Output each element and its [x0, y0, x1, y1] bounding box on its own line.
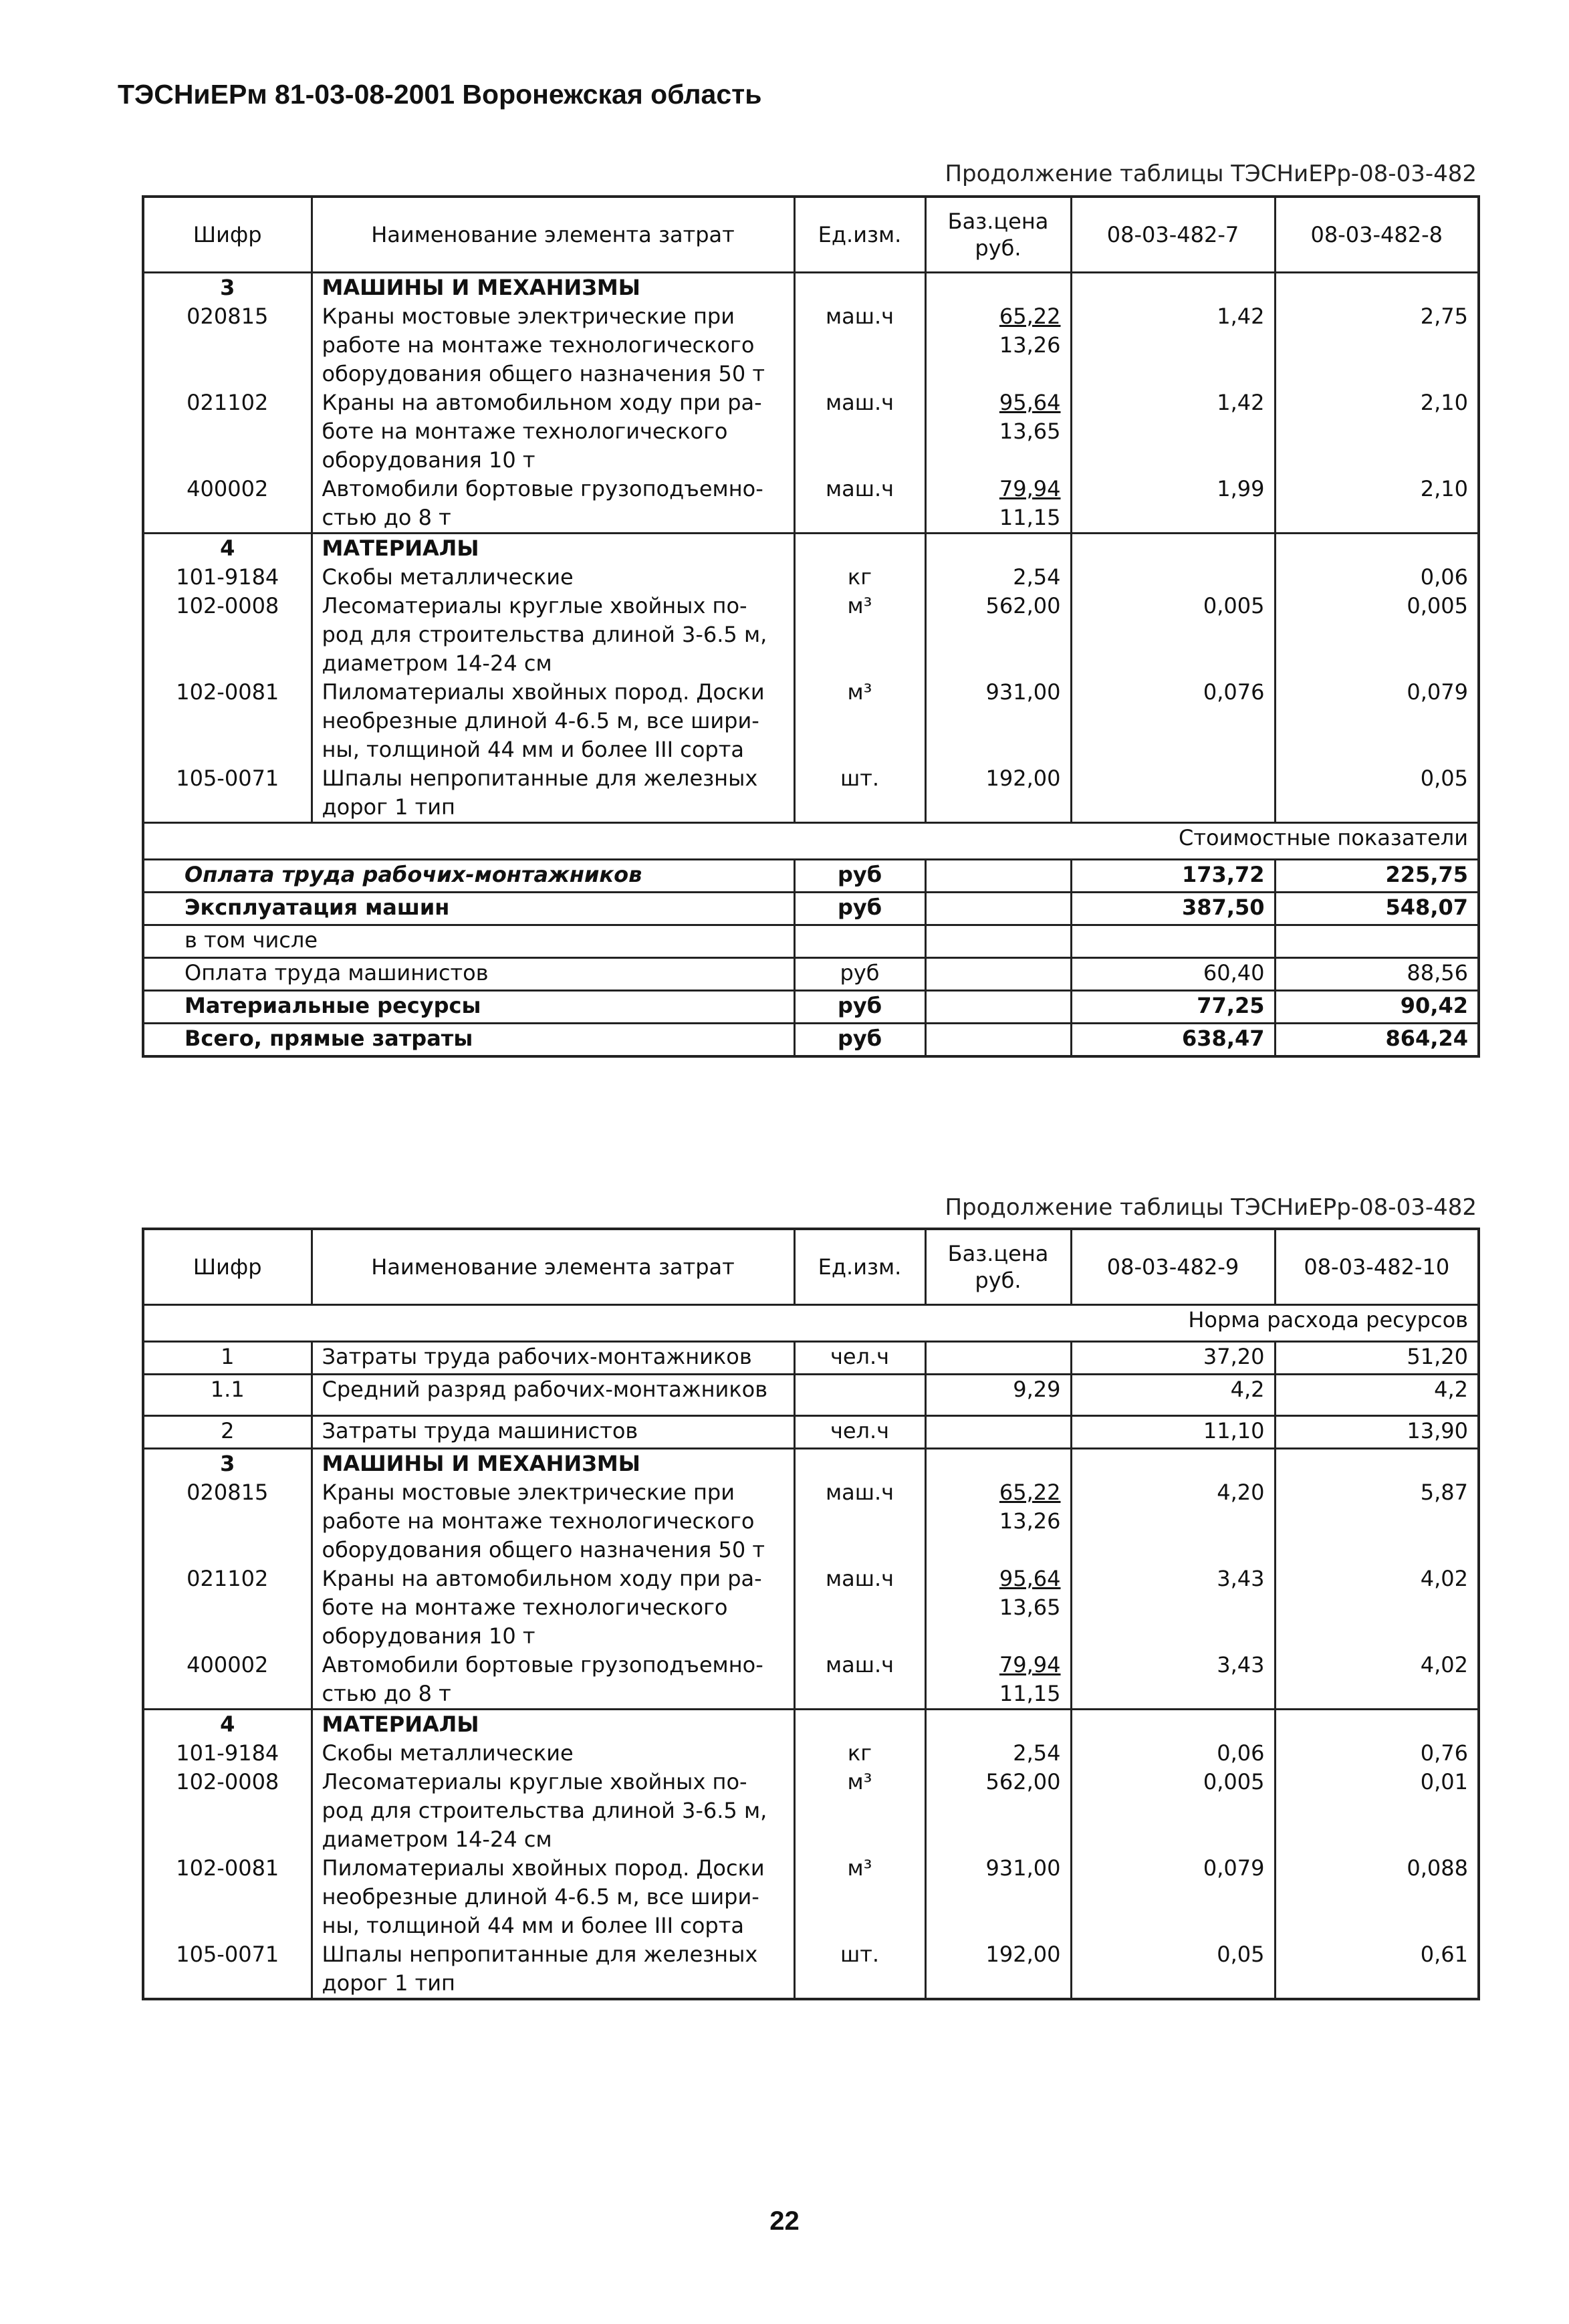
row-value-1: 3,43 — [1071, 1651, 1275, 1710]
table1-caption: Продолжение таблицы ТЭСНиЕРр-08-03-482 — [945, 160, 1477, 187]
row-unit: шт. — [794, 764, 925, 823]
row-value-2: 0,05 — [1275, 764, 1479, 823]
table-row — [143, 1651, 1479, 1710]
table-row — [143, 563, 1479, 592]
cost-name: Оплата труда рабочих-монтажников — [143, 860, 794, 893]
table-row — [143, 678, 1479, 764]
cost-value-1: 387,50 — [1071, 893, 1275, 925]
row-value-1: 1,99 — [1071, 475, 1275, 534]
price-wage: 13,26 — [999, 1508, 1061, 1534]
row-value-1: 1,42 — [1071, 388, 1275, 475]
cost-unit: руб — [794, 860, 925, 893]
col-header-unit: Ед.изм. — [794, 197, 925, 273]
cost-value-1: 173,72 — [1071, 860, 1275, 893]
row-value-1 — [1071, 764, 1275, 823]
row-name: Скобы металлические — [312, 563, 794, 592]
row-code: 020815 — [187, 304, 269, 329]
cost-value-2: 225,75 — [1275, 860, 1479, 893]
cost-unit: руб — [794, 1024, 925, 1057]
row-name: Скобы металлические — [312, 1739, 794, 1768]
col-header-name: Наименование элемента затрат — [312, 1229, 794, 1305]
row-code: 105-0071 — [176, 1942, 279, 1967]
row-code: 101-9184 — [176, 564, 279, 590]
price-main: 95,64 — [999, 390, 1061, 415]
row-code: 400002 — [143, 1651, 312, 1710]
row-value-2: 2,10 — [1275, 388, 1479, 475]
row-value-1: 3,43 — [1071, 1564, 1275, 1651]
cost-row — [143, 925, 1479, 958]
price-wage: 13,26 — [999, 332, 1061, 358]
row-price: 931,00 — [925, 1854, 1071, 1940]
row-code: 102-0081 — [176, 1855, 279, 1881]
row-unit: маш.ч — [794, 1478, 925, 1564]
row-price — [925, 302, 1071, 388]
section-code: 3 — [220, 1451, 235, 1476]
cost-row — [143, 893, 1479, 925]
section-title: МАШИНЫ И МЕХАНИЗМЫ — [312, 1449, 794, 1479]
row-code: 101-9184 — [176, 1740, 279, 1766]
page-number: 22 — [769, 2206, 800, 2236]
row-price — [925, 1416, 1071, 1449]
row-name: Краны на автомобильном ходу при ра-боте на монтаже технологического оборудования 10 т — [312, 1564, 794, 1651]
col-header-norm-10: 08-03-482-10 — [1275, 1229, 1479, 1305]
row-unit: м³ — [794, 592, 925, 678]
row-value-1 — [1071, 563, 1275, 592]
table2 — [142, 1228, 1480, 2000]
row-value-2: 51,20 — [1275, 1342, 1479, 1375]
col-header-price: Баз.цена руб. — [925, 1229, 1071, 1305]
cost-name: Эксплуатация машин — [143, 893, 794, 925]
row-price — [925, 1564, 1071, 1651]
price-wage: 11,15 — [999, 1681, 1061, 1706]
row-value-1: 0,06 — [1071, 1739, 1275, 1768]
row-name: Краны мостовые электрические при работе на монтаже технологического оборудования общего назначения 50 т — [312, 302, 794, 388]
cost-value-1: 77,25 — [1071, 991, 1275, 1024]
row-value-1: 0,076 — [1071, 678, 1275, 764]
row-value-2: 0,005 — [1275, 592, 1479, 678]
row-price — [925, 1478, 1071, 1564]
cost-value-2: 90,42 — [1275, 991, 1479, 1024]
col-header-norm-8: 08-03-482-8 — [1275, 197, 1479, 273]
row-name: Затраты труда рабочих-монтажников — [312, 1342, 794, 1375]
row-name: Краны мостовые электрические при работе на монтаже технологического оборудования общего назначения 50 т — [312, 1478, 794, 1564]
row-value-1: 0,079 — [1071, 1854, 1275, 1940]
row-value-1: 4,2 — [1071, 1375, 1275, 1416]
table2-header-row — [143, 1229, 1479, 1305]
table-row — [143, 592, 1479, 678]
row-name: Затраты труда машинистов — [312, 1416, 794, 1449]
cost-unit: руб — [794, 991, 925, 1024]
row-value-2: 13,90 — [1275, 1416, 1479, 1449]
row-name: Краны на автомобильном ходу при ра-боте на монтаже технологического оборудования 10 т — [312, 388, 794, 475]
row-name: Автомобили бортовые грузоподъемно-стью до 8 т — [312, 475, 794, 534]
section-code: 3 — [220, 275, 235, 300]
row-unit: кг — [794, 1739, 925, 1768]
cost-row — [143, 860, 1479, 893]
cost-name: Всего, прямые затраты — [143, 1024, 794, 1057]
price-main: 79,94 — [999, 1652, 1061, 1677]
row-price — [925, 1651, 1071, 1710]
row-unit: шт. — [794, 1940, 925, 1999]
row-price: 9,29 — [925, 1375, 1071, 1416]
row-value-2: 5,87 — [1275, 1478, 1479, 1564]
cost-row — [143, 991, 1479, 1024]
row-code: 021102 — [187, 390, 269, 415]
section-title: МАТЕРИАЛЫ — [312, 1710, 794, 1740]
table-row — [143, 1478, 1479, 1564]
row-value-1: 0,005 — [1071, 592, 1275, 678]
row-code: 105-0071 — [143, 764, 312, 823]
row-unit — [794, 1375, 925, 1416]
section-row-materials — [143, 534, 1479, 564]
table-row — [143, 1416, 1479, 1449]
row-unit: маш.ч — [794, 1564, 925, 1651]
row-price: 562,00 — [925, 592, 1071, 678]
cost-unit: руб — [794, 958, 925, 991]
section-row-materials — [143, 1710, 1479, 1740]
row-price: 192,00 — [925, 764, 1071, 823]
cost-band-row — [143, 823, 1479, 860]
row-value-1: 0,05 — [1071, 1940, 1275, 1999]
row-unit: маш.ч — [794, 475, 925, 534]
table-row — [143, 1768, 1479, 1854]
table-row — [143, 1564, 1479, 1651]
price-main: 79,94 — [999, 476, 1061, 501]
cost-value-2: 548,07 — [1275, 893, 1479, 925]
row-unit: кг — [794, 563, 925, 592]
section-code: 4 — [220, 536, 235, 561]
col-header-price: Баз.цена руб. — [925, 197, 1071, 273]
row-unit: м³ — [794, 678, 925, 764]
row-price — [925, 1342, 1071, 1375]
section-row-machines — [143, 273, 1479, 303]
row-unit: маш.ч — [794, 388, 925, 475]
norm-band-row — [143, 1305, 1479, 1342]
row-price: 2,54 — [925, 1739, 1071, 1768]
row-value-2: 0,088 — [1275, 1854, 1479, 1940]
row-price — [925, 388, 1071, 475]
row-value-1: 37,20 — [1071, 1342, 1275, 1375]
row-code: 021102 — [187, 1566, 269, 1591]
row-unit: чел.ч — [794, 1342, 925, 1375]
table2-caption: Продолжение таблицы ТЭСНиЕРр-08-03-482 — [945, 1194, 1477, 1221]
row-value-2: 4,02 — [1275, 1651, 1479, 1710]
price-wage: 13,65 — [999, 1595, 1061, 1620]
row-price: 2,54 — [925, 563, 1071, 592]
row-name: Пиломатериалы хвойных пород. Доски необрезные длиной 4-6.5 м, все шири-ны, толщиной 44 мм и более III сорта — [312, 1854, 794, 1940]
row-name: Лесоматериалы круглые хвойных по-род для строительства длиной 3-6.5 м, диаметром 14-24 см — [312, 1768, 794, 1854]
cost-unit: руб — [794, 893, 925, 925]
section-title: МАШИНЫ И МЕХАНИЗМЫ — [312, 273, 794, 303]
row-price: 192,00 — [925, 1940, 1071, 1999]
row-value-1: 4,20 — [1071, 1478, 1275, 1564]
price-wage: 11,15 — [999, 505, 1061, 530]
row-value-2: 4,02 — [1275, 1564, 1479, 1651]
cost-name: Материальные ресурсы — [143, 991, 794, 1024]
row-unit: м³ — [794, 1854, 925, 1940]
col-header-name: Наименование элемента затрат — [312, 197, 794, 273]
row-unit: маш.ч — [794, 302, 925, 388]
page-header: ТЭСНиЕРм 81-03-08-2001 Воронежская область — [118, 79, 762, 110]
row-name: Шпалы непропитанные для железных дорог 1 тип — [312, 764, 794, 823]
row-code: 1.1 — [143, 1375, 312, 1416]
cost-value-1 — [1071, 925, 1275, 958]
col-header-norm-7: 08-03-482-7 — [1071, 197, 1275, 273]
row-unit: маш.ч — [794, 1651, 925, 1710]
table-row — [143, 302, 1479, 388]
row-value-2: 4,2 — [1275, 1375, 1479, 1416]
col-header-code: Шифр — [143, 197, 312, 273]
cost-band-label: Стоимостные показатели — [143, 823, 1479, 860]
table-row — [143, 1375, 1479, 1416]
row-price: 562,00 — [925, 1768, 1071, 1854]
row-value-2: 2,75 — [1275, 302, 1479, 388]
row-value-2: 0,079 — [1275, 678, 1479, 764]
row-value-2: 2,10 — [1275, 475, 1479, 534]
table-row — [143, 1854, 1479, 1940]
table-row — [143, 388, 1479, 475]
table-row — [143, 1940, 1479, 1999]
cost-row — [143, 958, 1479, 991]
row-name: Пиломатериалы хвойных пород. Доски необрезные длиной 4-6.5 м, все шири-ны, толщиной 44 мм и более III сорта — [312, 678, 794, 764]
col-header-code: Шифр — [143, 1229, 312, 1305]
row-value-1: 11,10 — [1071, 1416, 1275, 1449]
cost-value-1: 638,47 — [1071, 1024, 1275, 1057]
cost-name: Оплата труда машинистов — [143, 958, 794, 991]
row-code: 020815 — [187, 1480, 269, 1505]
row-code: 1 — [143, 1342, 312, 1375]
table1 — [142, 195, 1480, 1058]
table-row — [143, 764, 1479, 823]
section-row-machines — [143, 1449, 1479, 1479]
row-code: 102-0008 — [176, 593, 279, 618]
row-code: 400002 — [143, 475, 312, 534]
cost-row — [143, 1024, 1479, 1057]
row-value-1: 0,005 — [1071, 1768, 1275, 1854]
cost-value-1: 60,40 — [1071, 958, 1275, 991]
row-name: Автомобили бортовые грузоподъемно-стью до 8 т — [312, 1651, 794, 1710]
row-code: 2 — [143, 1416, 312, 1449]
table1-header-row — [143, 197, 1479, 273]
row-code: 102-0081 — [176, 679, 279, 705]
row-unit: м³ — [794, 1768, 925, 1854]
col-header-norm-9: 08-03-482-9 — [1071, 1229, 1275, 1305]
section-code: 4 — [220, 1712, 235, 1737]
row-name: Шпалы непропитанные для железных дорог 1 тип — [312, 1940, 794, 1999]
cost-name: в том числе — [143, 925, 794, 958]
row-name: Средний разряд рабочих-монтажников — [312, 1375, 794, 1416]
col-header-unit: Ед.изм. — [794, 1229, 925, 1305]
price-main: 95,64 — [999, 1566, 1061, 1591]
row-value-2: 0,76 — [1275, 1739, 1479, 1768]
cost-value-2: 88,56 — [1275, 958, 1479, 991]
cost-value-2 — [1275, 925, 1479, 958]
row-price — [925, 475, 1071, 534]
row-value-2: 0,61 — [1275, 1940, 1479, 1999]
row-price: 931,00 — [925, 678, 1071, 764]
table-row — [143, 475, 1479, 534]
table-row — [143, 1739, 1479, 1768]
price-main: 65,22 — [999, 304, 1061, 329]
table-row — [143, 1342, 1479, 1375]
section-title: МАТЕРИАЛЫ — [312, 534, 794, 564]
price-main: 65,22 — [999, 1480, 1061, 1505]
row-value-1: 1,42 — [1071, 302, 1275, 388]
row-code: 102-0008 — [176, 1769, 279, 1794]
cost-unit — [794, 925, 925, 958]
row-value-2: 0,01 — [1275, 1768, 1479, 1854]
norm-band-label: Норма расхода ресурсов — [143, 1305, 1479, 1342]
cost-value-2: 864,24 — [1275, 1024, 1479, 1057]
row-value-2: 0,06 — [1275, 563, 1479, 592]
price-wage: 13,65 — [999, 419, 1061, 444]
row-unit: чел.ч — [794, 1416, 925, 1449]
row-name: Лесоматериалы круглые хвойных по-род для строительства длиной 3-6.5 м, диаметром 14-24 см — [312, 592, 794, 678]
